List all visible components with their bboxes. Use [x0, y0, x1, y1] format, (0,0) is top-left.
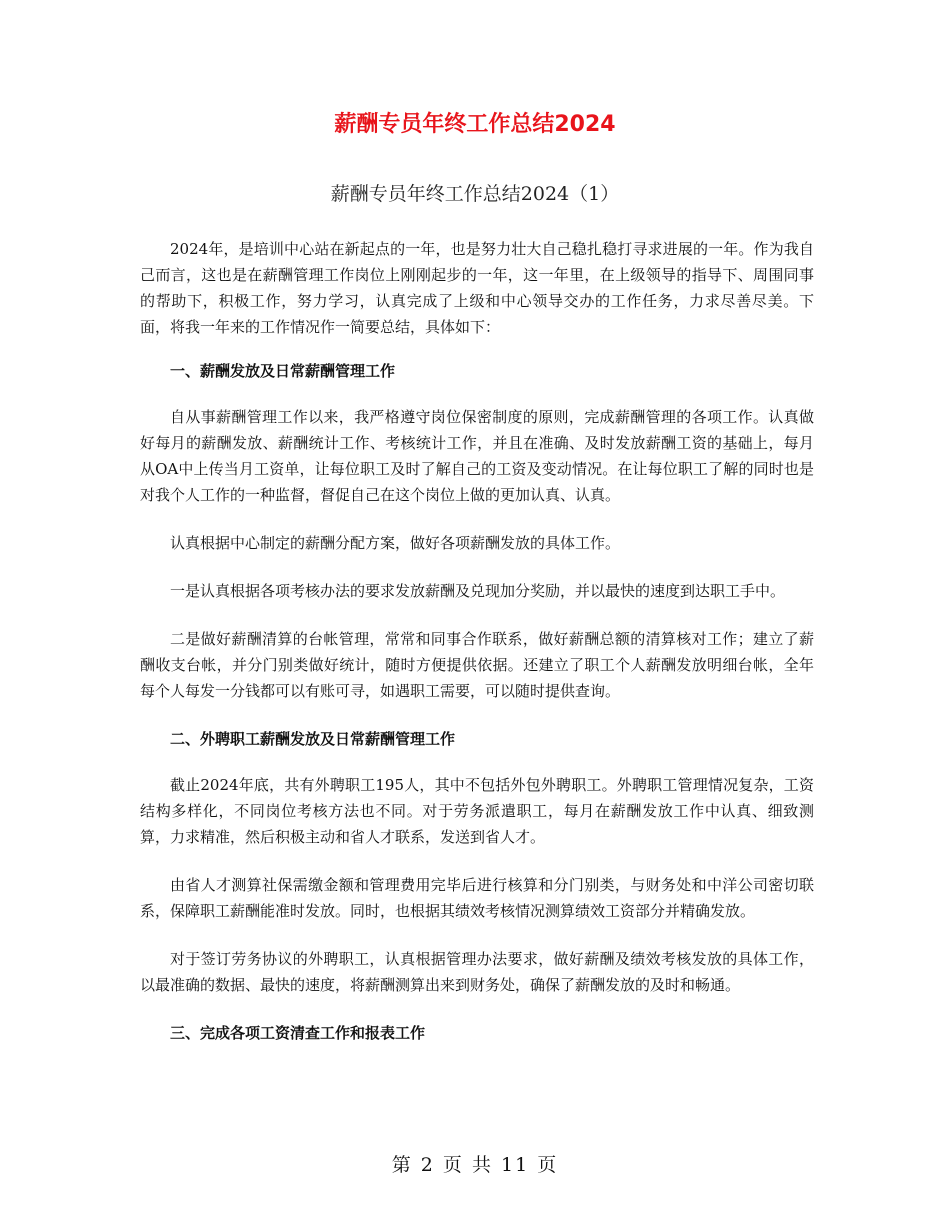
document-title: 薪酬专员年终工作总结2024: [334, 112, 616, 137]
section-1-paragraph-3: 一是认真根据各项考核办法的要求发放薪酬及兑现加分奖励，并以最快的速度到达职工手中。: [170, 582, 786, 600]
section-2-paragraph-3: 对于签订劳务协议的外聘职工，认真根据管理办法要求，做好薪酬及绩效考核发放的具体工作，以最准确的数据、最快的速度，将薪酬测算出来到财务处，确保了薪酬发放的及时和畅通。: [140, 950, 814, 994]
section-heading-1: 一、薪酬发放及日常薪酬管理工作: [170, 362, 396, 380]
section-2-paragraph-1: 截止2024年底，共有外聘职工195人，其中不包括外包外聘职工。外聘职工管理情况复杂，工资结构多样化，不同岗位考核方法也不同。对于劳务派遣职工，每月在薪酬发放工作中认真、细致测算，力求精准，然后积极主动和省人才联系，发送到省人才。: [140, 776, 814, 846]
intro-paragraph: 2024年，是培训中心站在新起点的一年，也是努力壮大自己稳扎稳打寻求进展的一年。作为我自己而言，这也是在薪酬管理工作岗位上刚刚起步的一年，这一年里，在上级领导的指导下、周围同事的帮助下，积极工作，努力学习，认真完成了上级和中心领导交办的工作任务，力求尽善尽美。下面，将我一年来的工作情况作一简要总结，具体如下：: [140, 240, 814, 336]
section-1-paragraph-1: 自从事薪酬管理工作以来，我严格遵守岗位保密制度的原则，完成薪酬管理的各项工作。认真做好每月的薪酬发放、薪酬统计工作、考核统计工作，并且在准确、及时发放薪酬工资的基础上，每月从OA中上传当月工资单，让每位职工及时了解自己的工资及变动情况。在让每位职工了解的同时也是对我个人工作的一种监督，督促自己在这个岗位上做的更加认真、认真。: [140, 408, 814, 504]
section-heading-3: 三、完成各项工资清查工作和报表工作: [170, 1024, 426, 1042]
document-subtitle: 薪酬专员年终工作总结2024（1）: [330, 183, 620, 205]
document-body: [140, 236, 814, 1066]
section-2-paragraph-2: 由省人才测算社保需缴金额和管理费用完毕后进行核算和分门别类，与财务处和中洋公司密切联系，保障职工薪酬能准时发放。同时，也根据其绩效考核情况测算绩效工资部分并精确发放。: [140, 876, 814, 920]
section-1-paragraph-4: 二是做好薪酬清算的台帐管理，常常和同事合作联系，做好薪酬总额的清算核对工作；建立了薪酬收支台帐，并分门别类做好统计，随时方便提供依据。还建立了职工个人薪酬发放明细台帐，全年每个人每发一分钱都可以有账可寻，如遇职工需要，可以随时提供查询。: [140, 630, 814, 700]
section-heading-2: 二、外聘职工薪酬发放及日常薪酬管理工作: [170, 730, 456, 748]
section-1-paragraph-2: 认真根据中心制定的薪酬分配方案，做好各项薪酬发放的具体工作。: [170, 534, 621, 552]
page-number: 第 2 页 共 11 页: [391, 1154, 559, 1176]
